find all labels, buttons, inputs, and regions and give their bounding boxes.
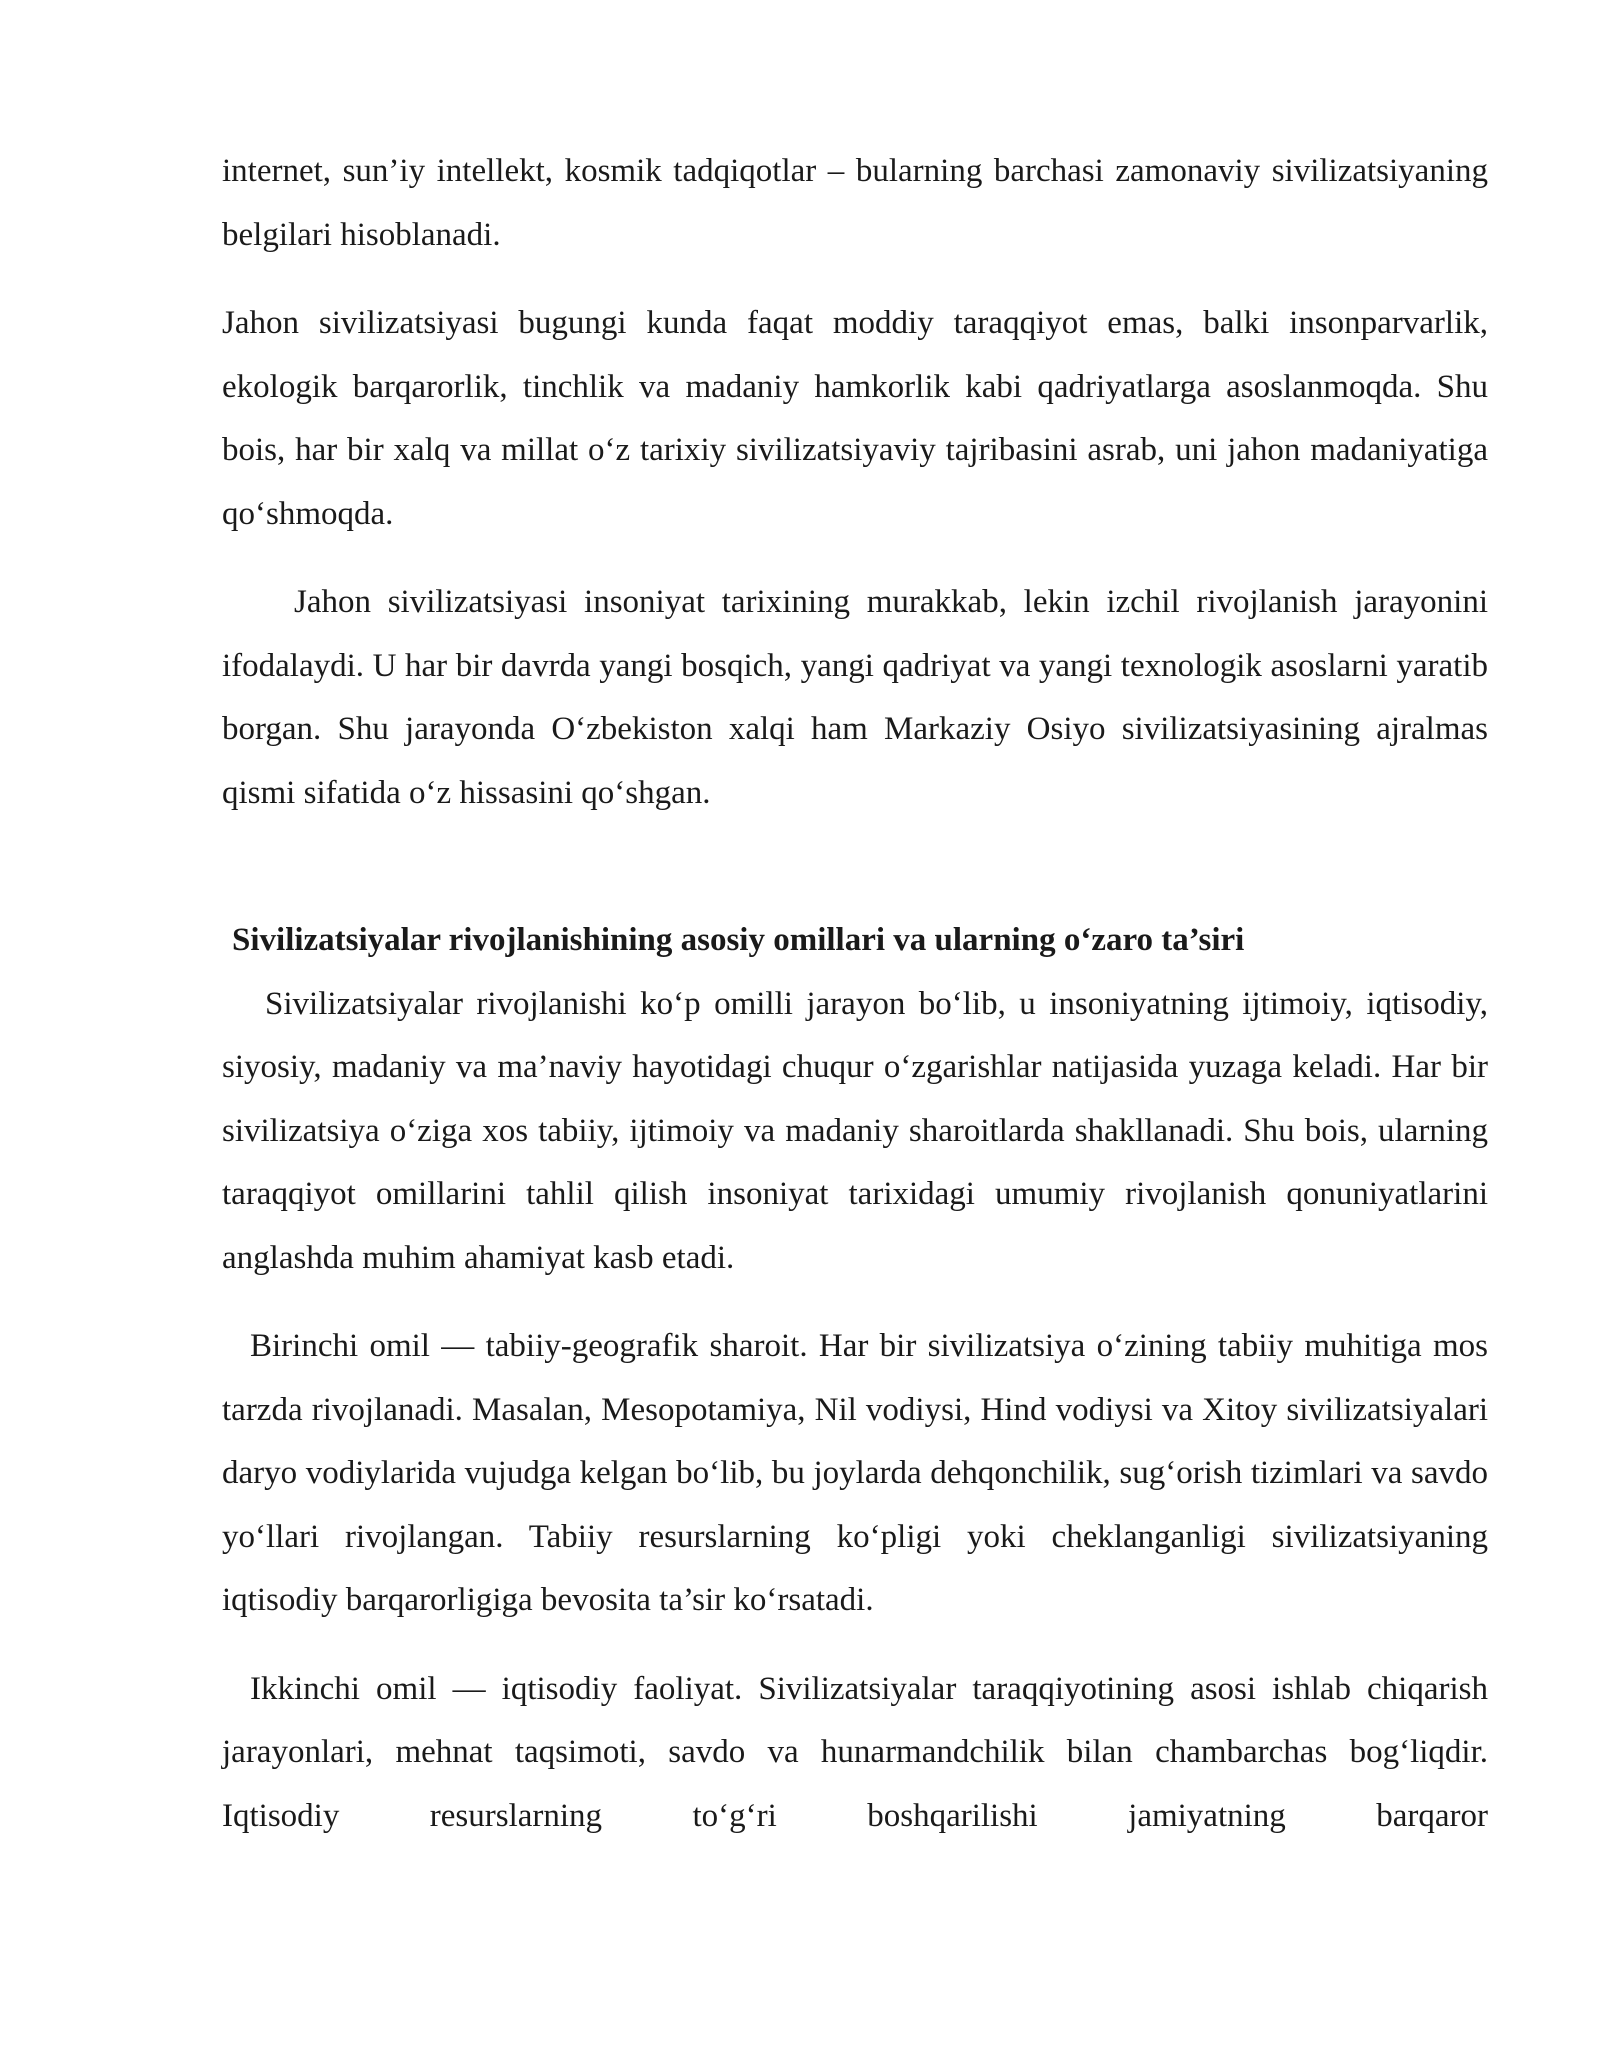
document-page	[222, 140, 1488, 1848]
section-paragraph-2: Birinchi omil — tabiiy-geografik sharoit. Har bir sivilizatsiya o‘zining tabiiy muhitiga mos tarzda rivojlanadi. Masalan, Mesopotamiya, Nil vodiysi, Hind vodiysi va Xitoy sivilizatsiyalari daryo vodiylarida vujudga kelgan bo‘lib, bu joylarda dehqonchilik, sug‘orish tizimlari va savdo yo‘llari rivojlangan. Tabiiy resurslarning ko‘pligi yoki cheklanganligi sivilizatsiyaning iqtisodiy barqarorligiga bevosita ta’sir ko‘rsatadi.	[222, 1328, 1488, 1618]
section-paragraph-3: Ikkinchi omil — iqtisodiy faoliyat. Sivilizatsiyalar taraqqiyotining asosi ishlab chiqarish jarayonlari, mehnat taqsimoti, savdo va hunarmandchilik bilan chambarchas bog‘liqdir. Iqtisodiy resurslarning to‘g‘ri boshqarilishi jamiyatning barqaror	[222, 1670, 1488, 1834]
paragraph-3: Jahon sivilizatsiyasi insoniyat tarixining murakkab, lekin izchil rivojlanish jarayonini ifodalaydi. U har bir davrda yangi bosqich, yangi qadriyat va yangi texnologik asoslarni yaratib borgan. Shu jarayonda O‘zbekiston xalqi ham Markaziy Osiyo sivilizatsiyasining ajralmas qismi sifatida o‘z hissasini qo‘shgan.	[222, 584, 1488, 811]
section-paragraph-1: Sivilizatsiyalar rivojlanishi ko‘p omilli jarayon bo‘lib, u insoniyatning ijtimoiy, iqtisodiy, siyosiy, madaniy va ma’naviy hayotidagi chuqur o‘zgarishlar natijasida yuzaga keladi. Har bir sivilizatsiya o‘ziga xos tabiiy, ijtimoiy va madaniy sharoitlarda shakllanadi. Shu bois, ularning taraqqiyot omillarini tahlil qilish insoniyat tarixidagi umumiy rivojlanish qonuniyatlarini anglashda muhim ahamiyat kasb etadi.	[222, 985, 1488, 1276]
section-heading: Sivilizatsiyalar rivojlanishining asosiy omillari va ularning o‘zaro ta’siri	[232, 922, 1245, 958]
paragraph-2: Jahon sivilizatsiyasi bugungi kunda faqat moddiy taraqqiyot emas, balki insonparvarlik, ekologik barqarorlik, tinchlik va madaniy hamkorlik kabi qadriyatlarga asoslanmoqda. Shu bois, har bir xalq va millat o‘z tarixiy sivilizatsiyaviy tajribasini asrab, uni jahon madaniyatiga qo‘shmoqda.	[222, 305, 1488, 532]
paragraph-1: internet, sun’iy intellekt, kosmik tadqiqotlar – bularning barchasi zamonaviy sivilizatsiyaning belgilari hisoblanadi.	[222, 153, 1488, 253]
